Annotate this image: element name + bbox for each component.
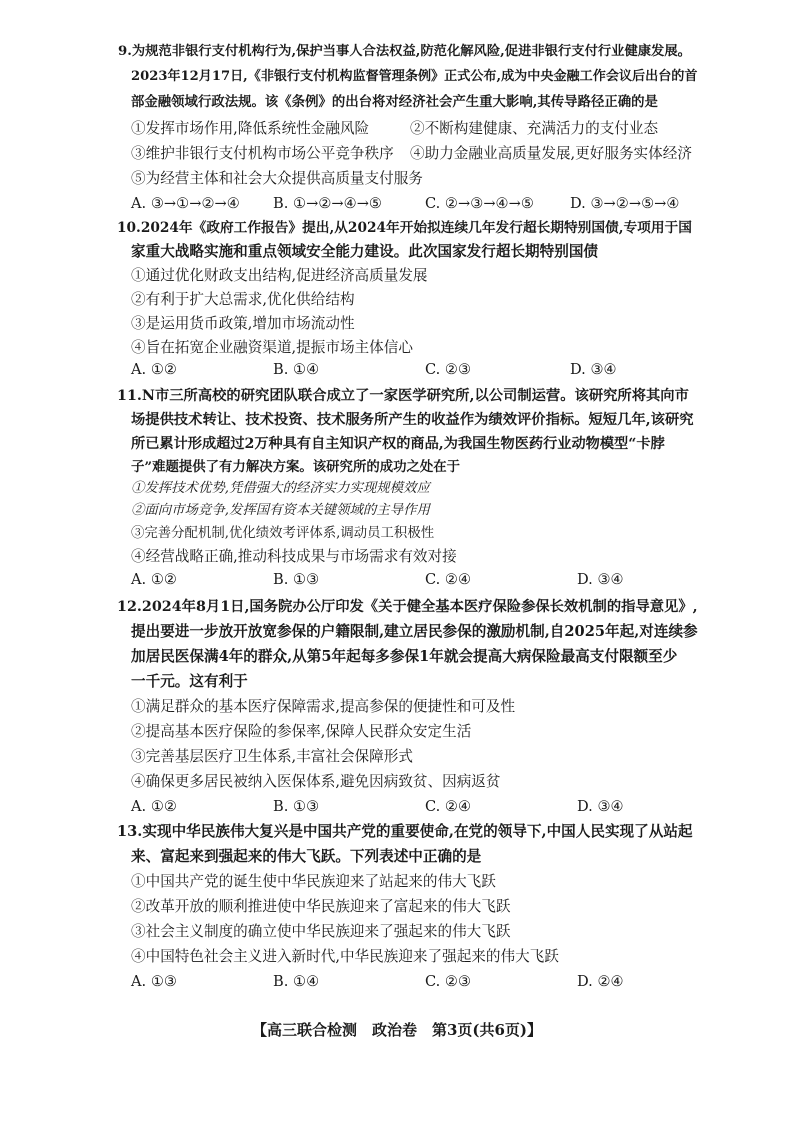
q12-stem-line-1: 12.2024年8月1日,国务院办公厅印发《关于健全基本医疗保险参保长效机制的指导意见》, — [117, 599, 698, 615]
q12-option-d[interactable]: D. ③④ — [577, 798, 624, 815]
q9-stem-line-1: 9.为规范非银行支付机构行为,保护当事人合法权益,防范化解风险,促进非银行支付行业健康发展。 — [118, 44, 691, 59]
q13-item-3: ③社会主义制度的确立使中华民族迎来了强起来的伟大飞跃 — [131, 923, 511, 940]
q9-item-4: ④助力金融业高质量发展,更好服务实体经济 — [410, 145, 692, 162]
q12-item-3: ③完善基层医疗卫生体系,丰富社会保障形式 — [131, 748, 413, 765]
q13-option-d[interactable]: D. ②④ — [577, 973, 624, 990]
q9-item-2: ②不断构建健康、充满活力的支付业态 — [410, 120, 659, 137]
q12-options — [131, 797, 731, 817]
q11-option-d[interactable]: D. ③④ — [577, 571, 624, 588]
q13-options — [131, 972, 731, 992]
q9-option-c[interactable]: C. ②→③→④→⑤ — [425, 195, 534, 212]
q11-options — [131, 570, 731, 590]
q11-stem-line-2: 场提供技术转让、技术投资、技术服务所产生的收益作为绩效评价指标。短短几年,该研究 — [131, 412, 694, 428]
q11-stem-line-4: 子”难题提供了有力解决方案。该研究所的成功之处在于 — [131, 459, 461, 475]
q10-option-d[interactable]: D. ③④ — [570, 361, 617, 378]
q12-stem-line-2: 提出要进一步放开放宽参保的户籍限制,建立居民参保的激励机制,自2025年起,对连续参 — [131, 623, 698, 640]
q12-item-2: ②提高基本医疗保险的参保率,保障人民群众安定生活 — [131, 723, 472, 740]
q12-item-4: ④确保更多居民被纳入医保体系,避免因病致贫、因病返贫 — [131, 773, 501, 790]
q11-item-4: ④经营战略正确,推动科技成果与市场需求有效对接 — [131, 548, 457, 565]
q9-option-b[interactable]: B. ①→②→④→⑤ — [273, 195, 383, 212]
q9-option-d[interactable]: D. ③→②→⑤→④ — [570, 195, 680, 212]
q12-item-1: ①满足群众的基本医疗保障需求,提高参保的便捷性和可及性 — [131, 698, 516, 715]
q11-item-2: ②面向市场竞争,发挥国有资本关键领域的主导作用 — [131, 503, 430, 518]
q11-option-a[interactable]: A. ①② — [131, 571, 177, 588]
q13-option-a[interactable]: A. ①③ — [131, 973, 177, 990]
q10-item-1: ①通过优化财政支出结构,促进经济高质量发展 — [131, 267, 428, 284]
q11-stem-line-3: 所已累计形成超过2万种具有自主知识产权的商品,为我国生物医药行业动物模型“卡脖 — [131, 436, 665, 452]
q13-option-b[interactable]: B. ①④ — [273, 973, 320, 990]
q13-option-c[interactable]: C. ②③ — [425, 973, 472, 990]
q9-options — [131, 194, 731, 214]
q13-item-4: ④中国特色社会主义进入新时代,中华民族迎来了强起来的伟大飞跃 — [131, 948, 559, 965]
q9-stem-line-2: 2023年12月17日,《非银行支付机构监督管理条例》正式公布,成为中央金融工作会议后出台的首 — [131, 69, 698, 84]
q13-stem-line-1: 13.实现中华民族伟大复兴是中国共产党的重要使命,在党的领导下,中国人民实现了从站起 — [117, 823, 693, 840]
q10-option-b[interactable]: B. ①④ — [273, 361, 320, 378]
q9-stem-line-3: 部金融领域行政法规。该《条例》的出台将对经济社会产生重大影响,其传导路径正确的是 — [131, 94, 658, 110]
q13-item-2: ②改革开放的顺利推进使中华民族迎来了富起来的伟大飞跃 — [131, 898, 511, 915]
q10-stem-line-1: 10.2024年《政府工作报告》提出,从2024年开始拟连续几年发行超长期特别国债,专项用于国 — [117, 220, 692, 236]
q10-item-3: ③是运用货币政策,增加市场流动性 — [131, 315, 355, 332]
q10-option-c[interactable]: C. ②③ — [425, 361, 472, 378]
q13-item-1: ①中国共产党的诞生使中华民族迎来了站起来的伟大飞跃 — [131, 873, 496, 890]
q11-option-c[interactable]: C. ②④ — [425, 571, 472, 588]
q12-option-c[interactable]: C. ②④ — [425, 798, 472, 815]
q11-item-1: ①发挥技术优势,凭借强大的经济实力实现规模效应 — [131, 481, 430, 496]
q9-item-5: ⑤为经营主体和社会大众提供高质量支付服务 — [131, 170, 423, 187]
q12-option-a[interactable]: A. ①② — [131, 798, 177, 815]
page-footer: 【高三联合检测 政治卷 第3页(共6页)】 — [251, 1021, 543, 1039]
q9-option-a[interactable]: A. ③→①→②→④ — [131, 195, 240, 212]
q9-item-3: ③维护非银行支付机构市场公平竞争秩序 — [131, 145, 394, 162]
q13-stem-line-2: 来、富起来到强起来的伟大飞跃。下列表述中正确的是 — [131, 848, 482, 865]
q11-stem-line-1: 11.N市三所高校的研究团队联合成立了一家医学研究所,以公司制运营。该研究所将其向市 — [117, 388, 689, 404]
q10-stem-line-2: 家重大战略实施和重点领域安全能力建设。此次国家发行超长期特别国债 — [131, 243, 599, 260]
q9-item-1: ①发挥市场作用,降低系统性金融风险 — [131, 120, 370, 137]
q10-item-2: ②有利于扩大总需求,优化供给结构 — [131, 291, 355, 308]
q12-option-b[interactable]: B. ①③ — [273, 798, 320, 815]
q11-item-3: ③完善分配机制,优化绩效考评体系,调动员工积极性 — [131, 526, 435, 541]
q10-options — [131, 360, 731, 380]
q10-item-4: ④旨在拓宽企业融资渠道,提振市场主体信心 — [131, 339, 413, 356]
q10-option-a[interactable]: A. ①② — [131, 361, 177, 378]
q11-option-b[interactable]: B. ①③ — [273, 571, 320, 588]
q12-stem-line-4: 一千元。这有利于 — [131, 673, 248, 690]
q12-stem-line-3: 加居民医保满4年的群众,从第5年起每多参保1年就会提高大病保险最高支付限额至少 — [131, 648, 678, 665]
